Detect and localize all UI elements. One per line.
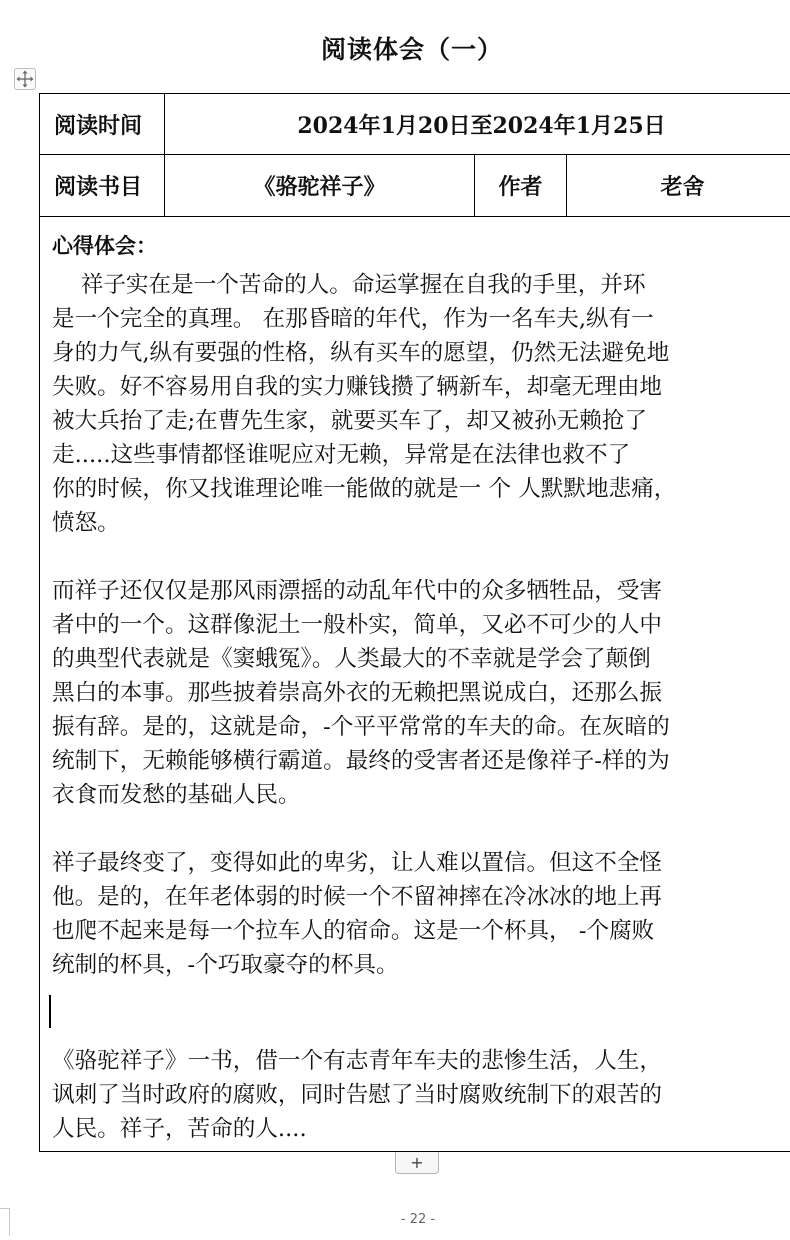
add-row-button[interactable]: + xyxy=(395,1152,439,1174)
reflection-paragraph: 祥子实在是一个苦命的人。命运掌握在自我的手里，并环 是一个完全的真理。 在那昏暗的年代，作为一名车夫,纵有一 身的力气,纵有要强的性格，纵有买车的愿望，仍然无法避免地 失败。好不容易用自我的实力赚钱攒了辆新车，却毫无理由地 被大兵抬了走;在曹先生家，就要买车了，却又被孙无赖抢了 走.....这些事情都怪谁呢应对无赖，异常是在法律也救不了 你的时候，你又找谁理论唯一能做的就是一 个 人默默地悲痛， 愤怒。 xyxy=(52,272,677,536)
author-value[interactable]: 老舍 xyxy=(660,174,705,200)
move-arrows-icon xyxy=(15,69,35,89)
reading-time-label: 阅读时间 xyxy=(54,112,143,139)
reflection-heading: 心得体会： xyxy=(52,233,157,258)
document-title: 阅读体会（一） xyxy=(320,35,503,64)
reflection-cell[interactable] xyxy=(52,226,790,1146)
reflection-paragraph: 而祥子还仅仅是那风雨漂摇的动乱年代中的众多牺牲品，受害 者中的一个。这群像泥土一般朴实，简单，又必不可少的人中 的典型代表就是《窦蛾冤》。人类最大的不幸就是学会了颠倒 黑白的本事。那些披着崇高外衣的无赖把黑说成白，还那么振 振有辞。是的，这就是命，-个平平常常的车夫的命。在灰暗的 统制下，无赖能够横行霸道。最终的受害者还是像祥子-样的为 衣食而发愁的基础人民。 xyxy=(52,578,670,808)
reflection-paragraph: 祥子最终变了，变得如此的卑劣，让人难以置信。但这不全怪 他。是的，在年老体弱的时候一个不留神摔在冷冰冰的地上再 也爬不起来是每一个拉车人的宿命。这是一个杯具， -个腐败 统制的杯具，-个巧取豪夺的杯具。 xyxy=(52,850,663,978)
table-divider xyxy=(39,216,790,217)
text-cursor xyxy=(49,995,51,1028)
reflection-paragraph: 《骆驼祥子》一书，借一个有志青年车夫的悲惨生活，人生， 讽刺了当时政府的腐败，同时告慰了当时腐败统制下的艰苦的 人民。祥子，苦命的人.... xyxy=(52,1048,663,1142)
book-title-value[interactable]: 《骆驼祥子》 xyxy=(253,174,386,200)
table-move-handle[interactable] xyxy=(14,68,36,90)
page-number: - 22 - xyxy=(400,1212,436,1227)
author-label: 作者 xyxy=(498,174,543,200)
reading-time-value[interactable]: 2024年1月20日至2024年1月25日 xyxy=(297,112,666,139)
book-label: 阅读书目 xyxy=(54,174,143,200)
